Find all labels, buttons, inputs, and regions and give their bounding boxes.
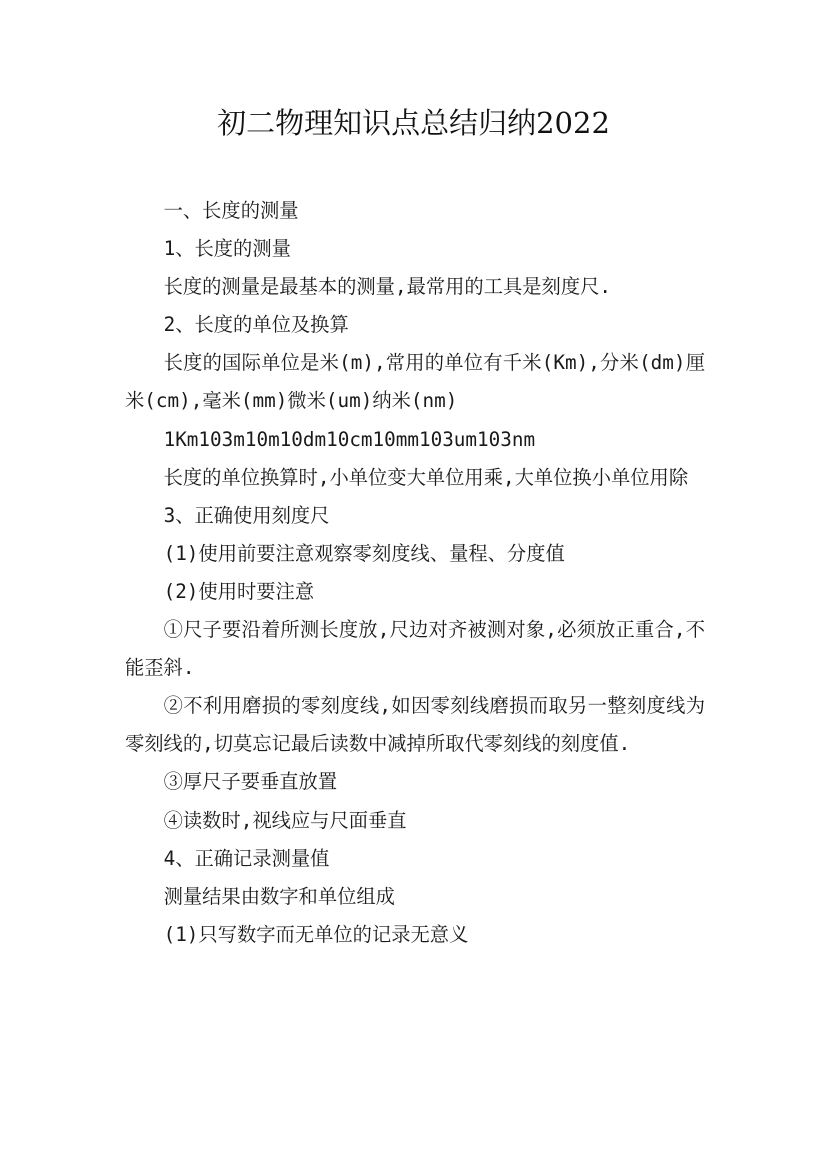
list-item-4: ④读数时,视线应与尺面垂直 xyxy=(163,808,407,832)
paragraph-si-units: 长度的国际单位是米(m),常用的单位有千米(Km),分米(dm)厘米(cm),毫米(mm)微米(um)纳米(nm) xyxy=(125,351,705,413)
paragraph-before-use: (1)使用前要注意观察零刻度线、量程、分度值 xyxy=(163,541,565,565)
paragraph-during-use: (2)使用时要注意 xyxy=(163,579,315,603)
document-body xyxy=(125,192,705,954)
paragraph-basic-measurement: 长度的测量是最基本的测量,最常用的工具是刻度尺. xyxy=(163,275,611,299)
list-item-2: ②不利用磨损的零刻度线,如因零刻线磨损而取另一整刻度线为零刻线的,切莫忘记最后读数中减掉所取代零刻线的刻度值. xyxy=(125,694,705,756)
subheading-measurement-of-length: 1、长度的测量 xyxy=(163,237,291,261)
section-heading-length-measurement: 一、长度的测量 xyxy=(163,199,299,222)
document-title: 初二物理知识点总结归纳2022 xyxy=(217,106,610,140)
paragraph-result-composition: 测量结果由数字和单位组成 xyxy=(163,884,395,908)
subheading-units-conversion: 2、长度的单位及换算 xyxy=(163,313,349,337)
list-item-1: ①尺子要沿着所测长度放,尺边对齐被测对象,必须放正重合,不能歪斜. xyxy=(125,618,705,680)
list-item-3: ③厚尺子要垂直放置 xyxy=(163,770,338,794)
subheading-recording-values: 4、正确记录测量值 xyxy=(163,846,330,870)
paragraph-number-without-unit: (1)只写数字而无单位的记录无意义 xyxy=(163,922,469,946)
paragraph-conversion-rule: 长度的单位换算时,小单位变大单位用乘,大单位换小单位用除 xyxy=(163,465,689,489)
subheading-using-ruler: 3、正确使用刻度尺 xyxy=(163,503,330,527)
paragraph-unit-chain: 1Km103m10m10dm10cm10mm103um103nm xyxy=(163,427,536,451)
